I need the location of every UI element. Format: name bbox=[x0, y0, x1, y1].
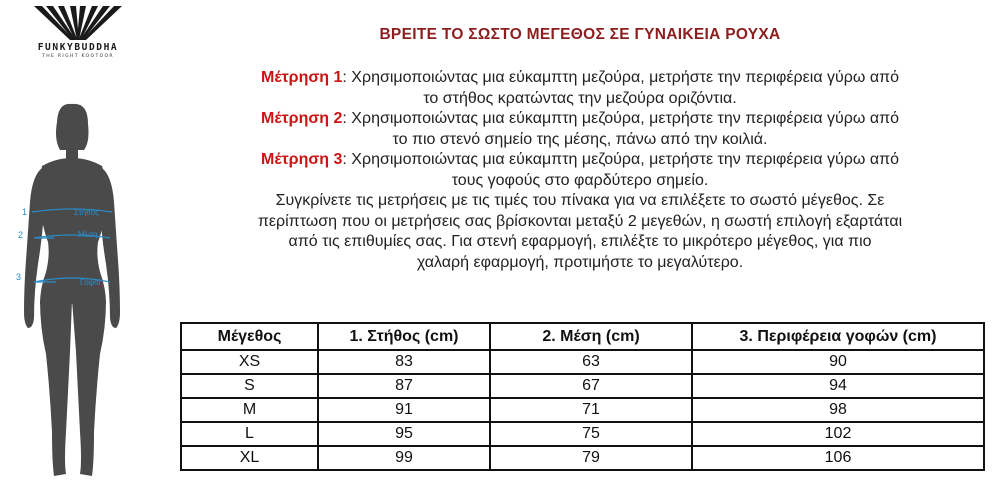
measurement-1-text: Χρησιμοποιώντας μια εύκαμπτη μεζούρα, μετρήστε την περιφέρεια γύρω από bbox=[346, 69, 900, 86]
cell-bust: 87 bbox=[318, 374, 490, 398]
cell-bust: 99 bbox=[318, 446, 490, 470]
left-panel bbox=[0, 0, 150, 487]
header-bust: 1. Στήθος (cm) bbox=[318, 323, 490, 350]
marker-2-number: 2 bbox=[18, 230, 24, 240]
measurement-2-label: Μέτρηση 2 bbox=[260, 110, 343, 127]
cell-size: M bbox=[181, 398, 318, 422]
measurement-2-text: Χρησιμοποιώντας μια εύκαμπτη μεζούρα, μετρήστε την περιφέρεια γύρω από bbox=[346, 110, 900, 127]
body-silhouette bbox=[0, 92, 150, 487]
marker-3-number: 3 bbox=[16, 272, 22, 282]
sunburst-logo-icon bbox=[32, 6, 124, 40]
table-row bbox=[181, 422, 984, 446]
cell-waist: 63 bbox=[490, 350, 692, 374]
brand-tagline: THE RIGHT KOOTOOR bbox=[42, 54, 114, 59]
guidance-line-3: από τις επιθυμίες σας. Για στενή εφαρμογή, επιλέξτε το μικρότερο μέγεθος, για πιο bbox=[288, 233, 872, 250]
cell-waist: 67 bbox=[490, 374, 692, 398]
size-chart-table bbox=[180, 322, 985, 471]
measurement-2-line bbox=[180, 109, 980, 130]
measurement-3-sep: : bbox=[342, 151, 347, 168]
cell-size: S bbox=[181, 374, 318, 398]
measurement-3-text: Χρησιμοποιώντας μια εύκαμπτη μεζούρα, μετρήστε την περιφέρεια γύρω από bbox=[346, 151, 900, 168]
table-row bbox=[181, 398, 984, 422]
guidance-line-4: χαλαρή εφαρμογή, προτιμήστε το μεγαλύτερο. bbox=[416, 253, 744, 271]
measurement-3-line bbox=[180, 150, 980, 171]
brand-name: FUNKYBUDDHA bbox=[37, 42, 119, 53]
measurement-3-text-cont: τους γοφούς στο φαρδύτερο σημείο. bbox=[451, 171, 709, 189]
cell-waist: 79 bbox=[490, 446, 692, 470]
cell-hips: 106 bbox=[692, 446, 984, 470]
marker-1-label: Στήθος bbox=[74, 208, 99, 217]
measurement-2-sep: : bbox=[342, 110, 347, 127]
marker-1-number: 1 bbox=[22, 207, 28, 217]
header-size: Μέγεθος bbox=[181, 323, 318, 350]
cell-size: XL bbox=[181, 446, 318, 470]
header-hips: 3. Περιφέρεια γοφών (cm) bbox=[692, 323, 984, 350]
table-header-row bbox=[181, 323, 984, 350]
table-row bbox=[181, 446, 984, 470]
cell-hips: 90 bbox=[692, 350, 984, 374]
woman-figure-icon bbox=[24, 104, 120, 476]
guidance-line-2: περίπτωση που οι μετρήσεις σας βρίσκονται μεταξύ 2 μεγεθών, η σωστή επιλογή εξαρτάται bbox=[257, 212, 903, 230]
guidance-line-1: Συγκρίνετε τις μετρήσεις με τις τιμές του πίνακα για να επιλέξετε το σωστό μέγεθος. Σε bbox=[275, 192, 885, 209]
cell-size: XS bbox=[181, 350, 318, 374]
measurement-1-line bbox=[180, 68, 980, 89]
measurement-3-label: Μέτρηση 3 bbox=[260, 151, 343, 168]
cell-hips: 98 bbox=[692, 398, 984, 422]
cell-bust: 91 bbox=[318, 398, 490, 422]
marker-3-label: Γοφοί bbox=[80, 278, 101, 287]
brand-logo bbox=[24, 6, 132, 59]
cell-size: L bbox=[181, 422, 318, 446]
cell-waist: 71 bbox=[490, 398, 692, 422]
cell-hips: 102 bbox=[692, 422, 984, 446]
cell-waist: 75 bbox=[490, 422, 692, 446]
marker-2-label: Μέση bbox=[78, 230, 98, 239]
table-row bbox=[181, 350, 984, 374]
measurement-2-text-cont: το πιο στενό σημείο της μέσης, πάνω από την κοιλιά. bbox=[392, 130, 768, 148]
table-row bbox=[181, 374, 984, 398]
instructions bbox=[180, 68, 980, 273]
cell-hips: 94 bbox=[692, 374, 984, 398]
measurement-1-label: Μέτρηση 1 bbox=[260, 69, 343, 86]
measurement-1-text-cont: το στήθος κρατώντας την μεζούρα οριζόντια. bbox=[423, 89, 737, 107]
page-title: ΒΡΕΙΤΕ ΤΟ ΣΩΣΤΟ ΜΕΓΕΘΟΣ ΣΕ ΓΥΝΑΙΚΕΙΑ ΡΟΥΧΑ bbox=[379, 26, 781, 43]
cell-bust: 95 bbox=[318, 422, 490, 446]
header-waist: 2. Μέση (cm) bbox=[490, 323, 692, 350]
cell-bust: 83 bbox=[318, 350, 490, 374]
measurement-1-sep: : bbox=[342, 69, 347, 86]
